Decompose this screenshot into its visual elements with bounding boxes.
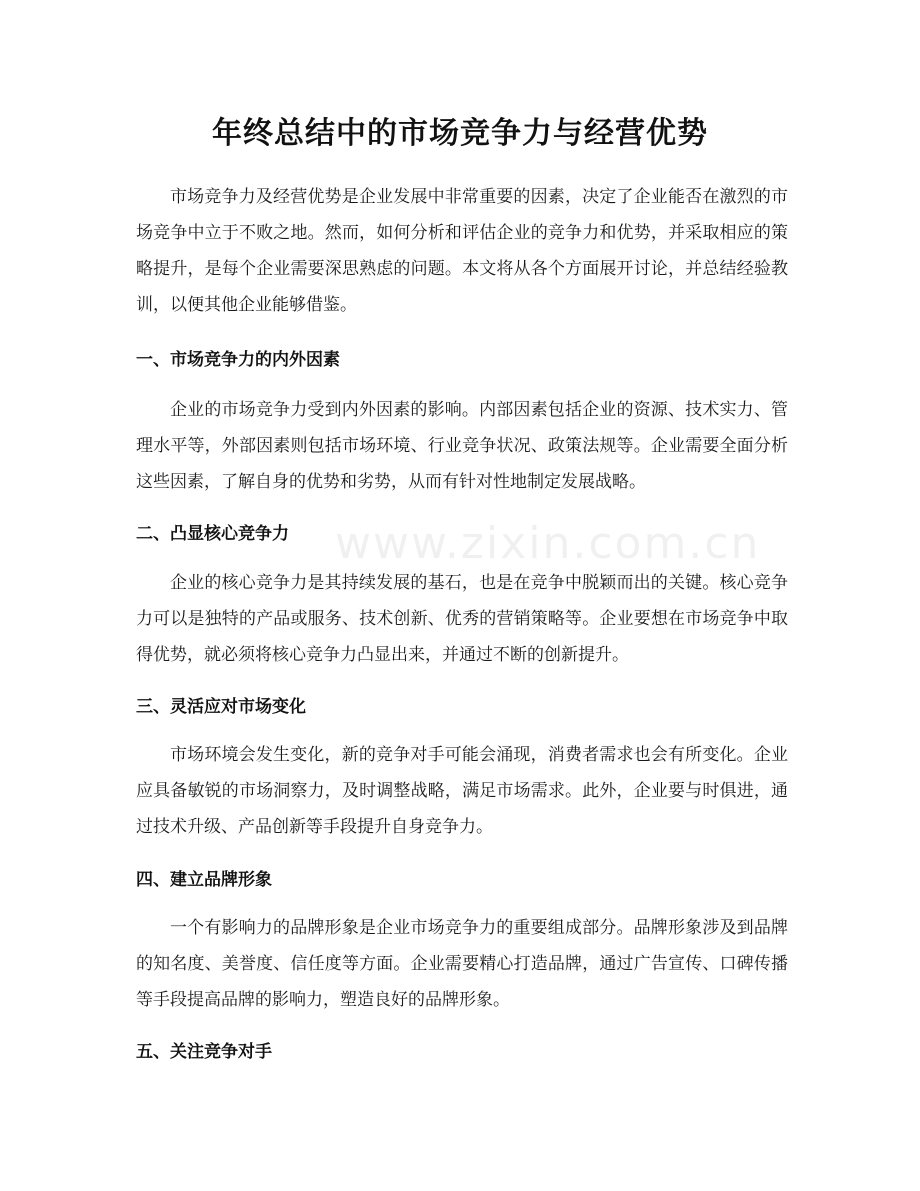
section-heading-4: 四、建立品牌形象 <box>136 870 272 890</box>
watermark: www.zixin.com.cn <box>335 518 761 569</box>
section-heading-5: 五、关注竞争对手 <box>136 1042 272 1062</box>
section-body-1: 企业的市场竞争力受到内外因素的影响。内部因素包括企业的资源、技术实力、管理水平等，外部因素则包括市场环境、行业竞争状况、政策法规等。企业需要全面分析这些因素，了解自身的优势和劣势，从而有针对性地制定发展战略。 <box>136 400 788 492</box>
section-body-4: 一个有影响力的品牌形象是企业市场竞争力的重要组成部分。品牌形象涉及到品牌的知名度、美誉度、信任度等方面。企业需要精心打造品牌，通过广告宣传、口碑传播等手段提高品牌的影响力，塑造良好的品牌形象。 <box>136 918 788 1010</box>
section-heading-3: 三、灵活应对市场变化 <box>136 697 306 717</box>
intro-paragraph: 市场竞争力及经营优势是企业发展中非常重要的因素，决定了企业能否在激烈的市场竞争中立于不败之地。然而，如何分析和评估企业的竞争力和优势，并采取相应的策略提升，是每个企业需要深思熟虑的问题。本文将从各个方面展开讨论，并总结经验教训，以便其他企业能够借鉴。 <box>136 187 788 315</box>
section-heading-2: 二、凸显核心竞争力 <box>136 524 289 544</box>
page-title: 年终总结中的市场竞争力与经营优势 <box>212 116 708 151</box>
section-body-3: 市场环境会发生变化，新的竞争对手可能会涌现，消费者需求也会有所变化。企业应具备敏锐的市场洞察力，及时调整战略，满足市场需求。此外，企业要与时俱进，通过技术升级、产品创新等手段提升自身竞争力。 <box>136 745 788 837</box>
section-heading-1: 一、市场竞争力的内外因素 <box>136 350 340 370</box>
section-body-2: 企业的核心竞争力是其持续发展的基石，也是在竞争中脱颖而出的关键。核心竞争力可以是独特的产品或服务、技术创新、优秀的营销策略等。企业要想在市场竞争中取得优势，就必须将核心竞争力凸显出来，并通过不断的创新提升。 <box>136 573 788 665</box>
